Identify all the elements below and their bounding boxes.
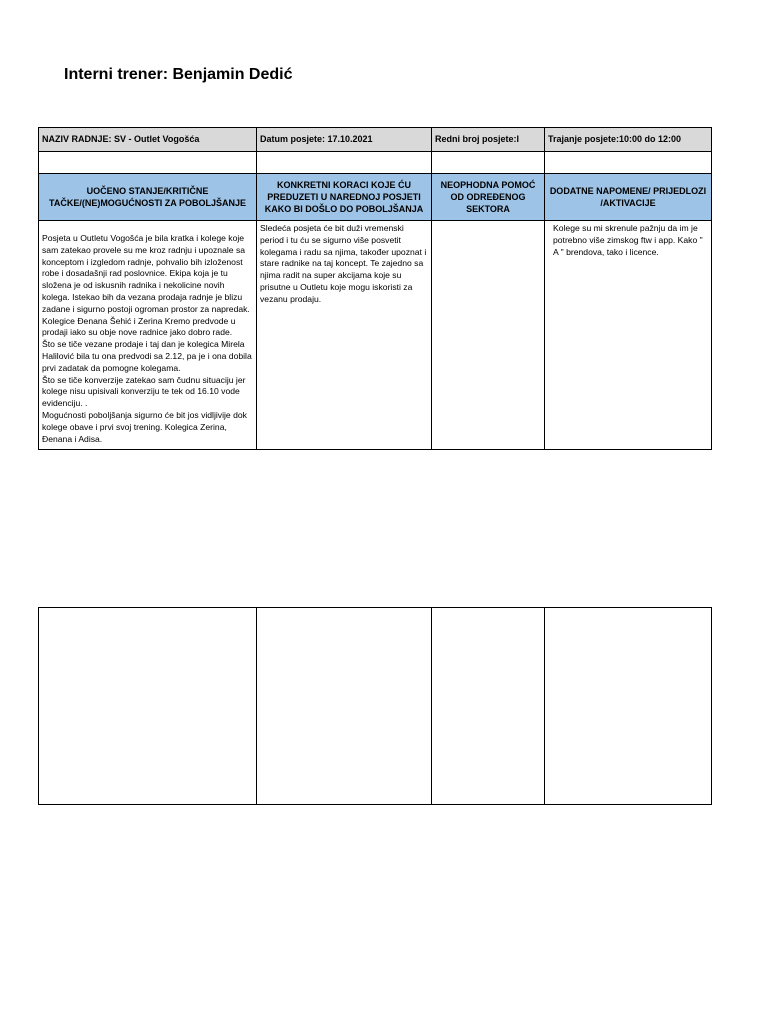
empty-cell — [39, 608, 257, 805]
empty-row — [39, 608, 712, 805]
header-next-steps: KONKRETNI KORACI KOJE ĆU PREDUZETI U NAREDNOJ POSJETI KAKO BI DOŠLO DO POBOLJŠANJA — [257, 174, 432, 221]
next-steps-cell: Sledeća posjeta će bit duži vremenski period i tu ću se sigurno više posvetit kolegama i radu sa njima, također upoznat i stare radnike na taj koncept. Te zajedno sa njima radit na super akcijama koje su prisutne u Outletu koje mogu iskoristi za vezanu prodaju. — [257, 221, 432, 450]
blank-cell — [432, 152, 545, 174]
empty-cell — [432, 608, 545, 805]
header-additional-notes: DODATNE NAPOMENE/ PRIJEDLOZI /AKTIVACIJE — [545, 174, 712, 221]
blank-cell — [257, 152, 432, 174]
visit-date-cell: Datum posjete: 17.10.2021 — [257, 128, 432, 152]
page-title: Interni trener: Benjamin Dedić — [64, 66, 293, 83]
observed-state-cell — [39, 221, 257, 450]
blank-cell — [39, 152, 257, 174]
empty-table — [38, 607, 712, 805]
content-row — [39, 221, 712, 450]
needed-help-cell — [432, 221, 545, 450]
header-observed-state: UOČENO STANJE/KRITIČNE TAČKE/(NE)MOGUĆNOSTI ZA POBOLJŠANJE — [39, 174, 257, 221]
visit-number-cell: Redni broj posjete:I — [432, 128, 545, 152]
visit-duration-cell: Trajanje posjete:10:00 do 12:00 — [545, 128, 712, 152]
store-name-cell: NAZIV RADNJE: SV - Outlet Vogošća — [39, 128, 257, 152]
header-needed-help: NEOPHODNA POMOĆ OD ODREĐENOG SEKTORA — [432, 174, 545, 221]
empty-cell — [545, 608, 712, 805]
visit-report-table — [38, 127, 712, 450]
additional-notes-cell: Kolege su mi skrenule pažnju da im je potrebno više zimskog ftw i app. Kako " A " brendova, tako i licence. — [545, 221, 712, 450]
blank-cell — [545, 152, 712, 174]
observed-state-text: Posjeta u Outletu Vogošća je bila kratka i kolege koje sam zatekao provele su me kroz radnju i upoznale sa konceptom i izgledom radnje, pohvalio bih izloženost robe i dosadašnji rad poslovnice. Ekipa koja je tu složena je od iskusnih radnika i nekolicine novih kolega. Istekao bih da vezana prodaja radnje je blizu zadane i sigurno postoji ogroman prostor za napredak. Kolegice Đenana Šehić i Zerina Kremo predvode u prodaji iako su obje nove radnice jako dobro rade. Što se tiče vezane prodaje i taj dan je kolegica Mirela Halilović bila tu ona predvodi sa 2.12, pa je i ona dobila prvi zadatak da pomogne kolegama. Što se tiče konverzije zatekao sam čudnu situaciju jer kolege nisu upisivali konverziju te tek od 16.10 vode evidenciju. . Mogućnosti poboljšanja sigurno će bit jos vidljivije dok kolege obave i prvi svoj trening. Kolegica Zerina, Đenana i Adisa. — [42, 233, 252, 444]
info-row — [39, 128, 712, 152]
blank-row — [39, 152, 712, 174]
header-row — [39, 174, 712, 221]
empty-cell — [257, 608, 432, 805]
